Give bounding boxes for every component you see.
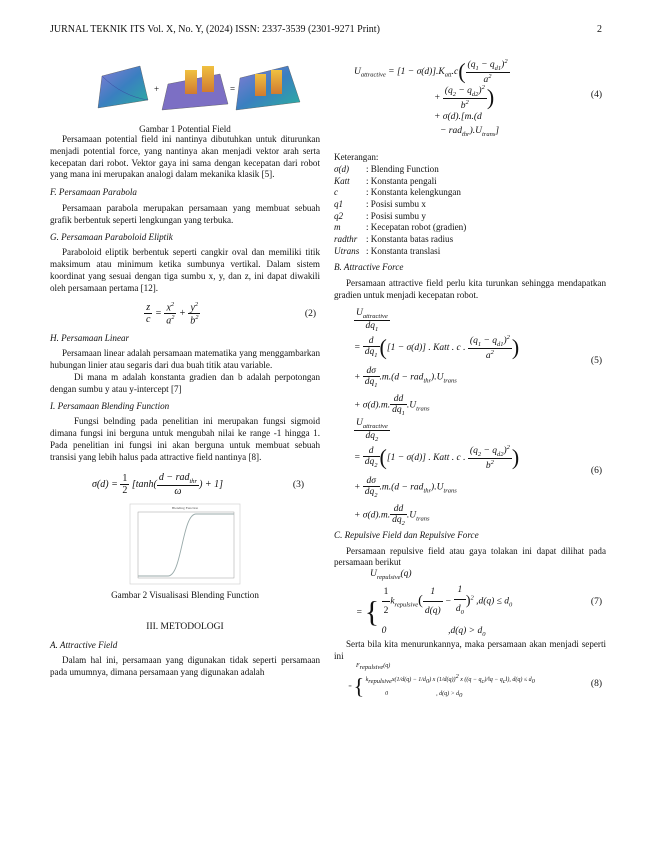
legend-row: m : Kecepatan robot (gradien) (334, 222, 467, 233)
figure1-caption: Gambar 1 Potential Field (139, 124, 231, 134)
section-c-heading: C. Repulsive Field dan Repulsive Force (334, 529, 479, 540)
figure-blending-plot (50, 502, 320, 588)
section-a-heading: A. Attractive Field (50, 639, 118, 650)
surface-combined (236, 66, 300, 110)
surface-attractive (98, 66, 148, 108)
page-number: 2 (597, 24, 602, 35)
legend-row: q1 : Posisi sumbu x (334, 198, 426, 209)
legend-row: radthr : Konstanta batas radius (334, 234, 454, 245)
equation-7-number: (7) (590, 597, 602, 608)
section-3-heading: III. METODOLOGI (146, 621, 224, 632)
paragraph-attractive-force: Persamaan attractive field perlu kita turunkan sehingga mendapatkan gradien untuk menjadi kecepatan robot. (334, 278, 606, 301)
equation-8-number: (8) (590, 678, 602, 689)
equation-3: σ(d) = $\frac{1}{2}$ [tanh( $\frac{d - rad_{thr}}{\omega}$ ) + 1] (3) (92, 471, 304, 497)
legend-row: σ(d) : Blending Function (334, 163, 439, 174)
paragraph-repulsive-derivative: Serta bila kita menurunkannya, maka persamaan akan menjadi seperti ini (334, 639, 606, 661)
surface-repulsive (162, 66, 228, 110)
legend-title: Keterangan: (334, 152, 379, 162)
legend-row: c : Konstanta kelengkungan (334, 187, 461, 198)
equation-5: $\frac{U_{attractive}}{dq_1}$ = $\frac{d}{dq_1}$ ([1 − σ(d)] . Katt . c . $\frac{(q_1 - q_{d1})^2}{a^2}$ ) + $\frac{d\sigma}{dq_1}$ $.m.(d - rad_{thr}).U_{trans}$ + σ(d).m. $\frac{dd}{dq_1}$ $.U_{trans}$ (5) (354, 307, 602, 417)
equation-5-number: (5) (590, 355, 602, 366)
equation-8: $F_{repulsive}(q)$ = { $k_{repulsive}x(1/d(q) - 1/d_0)$ x $(1/d(q))^2$ x ($(q - q_c)/‖q$ − $q_c‖$), $d(q) \le d_0$ 0 , $d(q) > d_0$ (8) (348, 662, 602, 700)
equation-6: $\frac{U_{attractive}}{dq_2}$ = $\frac{d}{dq_2}$ ([1 − σ(d)] . Katt . c . $\frac{(q_2 - q_{d2})^2}{b^2}$ ) + $\frac{d\sigma}{dq_2}$ $.m.(d - rad_{thr}).U_{trans}$ + σ(d).m. $\frac{dd}{dq_2}$ $.U_{trans}$ (6) (354, 417, 602, 527)
paragraph-linear-1: Persamaan linear adalah persamaan matematika yang menggambarkan hubungan linier atau segaris dari dua buah titik atau variable. (50, 348, 320, 371)
left-column (50, 56, 320, 679)
operator-equals: = (230, 84, 236, 94)
potential-field-surfaces (50, 56, 320, 122)
paragraph-repulsive-field: Persamaan repulsive field atau gaya tolakan ini dapat dilihat pada persamaan berikut (334, 545, 606, 568)
plot-title: Blending Function (171, 505, 199, 510)
paragraph-parabola: Persamaan parabola merupakan persamaan yang membuat sebuah grafik berbentuk seperti lengkungan yang terbuka. (50, 202, 320, 225)
figure2-caption: Gambar 2 Visualisasi Blending Function (111, 589, 259, 600)
operator-plus: + (154, 84, 160, 94)
right-column (334, 56, 606, 707)
equation-2: $\frac{z}{c}$ = $\frac{x^2}{a^2}$ + $\frac{y^2}{b^2}$ (2) (146, 300, 316, 327)
paragraph-paraboloid: Paraboloid eliptik berbentuk seperti cangkir oval dan memiliki titik maksimum atau minimum ketika sumbunya vertikal. Dalam sistem koordinat yang sesuai dengan tiga sumbu x, y, dan z, ini dapat diwakili oleh persamaan pertama [12]. (50, 247, 320, 293)
section-b-heading: B. Attractive Force (334, 262, 404, 273)
equation-2-number: (2) (304, 308, 316, 319)
legend-list (334, 164, 606, 258)
legend-row: Utrans : Konstanta translasi (334, 245, 441, 256)
paragraph-blending: Fungsi belnding pada penelitian ini merupakan fungsi sigmoid dimana fungsi ini berguna untuk mengubah nilai ke range -1 hingga 1. Pada penelitian ini fungsi ini akan berguna untuk membuat sebuah transisi yang lebih halus pada attractive field nantinya [8]. (50, 416, 320, 462)
blending-function-plot (50, 502, 320, 588)
legend-row: Katt : Konstanta pengali (334, 175, 437, 186)
figure-potential-field (50, 56, 320, 122)
equation-4: $U_{attractive} = [1 - \sigma(d)].K_{att}.c$( $\frac{(q_1 - q_{d1})^2}{a^2}$ + $\frac{(q_2 - q_{d2})^2}{b^2}$ ) + σ(d).[m.(d − $rad_{thr}).U_{trans}$] (4) (354, 58, 602, 138)
section-h-heading: H. Persamaan Linear (50, 332, 130, 343)
equation-4-number: (4) (590, 90, 602, 100)
legend-row: q2 : Posisi sumbu y (334, 210, 426, 221)
journal-header: JURNAL TEKNIK ITS Vol. X, No. Y, (2024) ISSN: 2337-3539 (2301-9271 Print) (50, 24, 380, 35)
paragraph-attractive-field: Dalam hal ini, persamaan yang digunakan tidak seperti persamaan pada umumnya, dimana persamaan yang digunakan adalah (50, 655, 320, 678)
section-i-heading: I. Persamaan Blending Function (50, 400, 170, 411)
equation-3-number: (3) (292, 479, 304, 490)
section-g-heading: G. Persamaan Paraboloid Eliptik (50, 231, 173, 242)
equation-7: $U_{repulsive}(q)$ = { $\frac{1}{2}$ $k_{repulsive}$( $\frac{1}{d(q)}$ − $\frac{1}{d_0}$ )$^2$ $,d(q) \le d_0$ 0 $,d(q) > d_0$ (7) (356, 569, 602, 638)
equation-6-number: (6) (590, 465, 602, 476)
section-f-heading: F. Persamaan Parabola (50, 187, 137, 198)
paragraph-potential-field: Persamaan potential field ini nantinya dibutuhkan untuk diturunkan menjadi potential force, yang nantinya akan menjadi vektor arah serta kecepatan dari robot. Vektor gaya ini sama dengan kecepatan dari robot yang mana ini merupakan analogi dalam mekanika klasik [5]. (50, 134, 320, 180)
paragraph-linear-2: Di mana m adalah konstanta gradien dan b adalah perpotongan dengan sumbu y atau y-intercept [7] (50, 371, 320, 394)
